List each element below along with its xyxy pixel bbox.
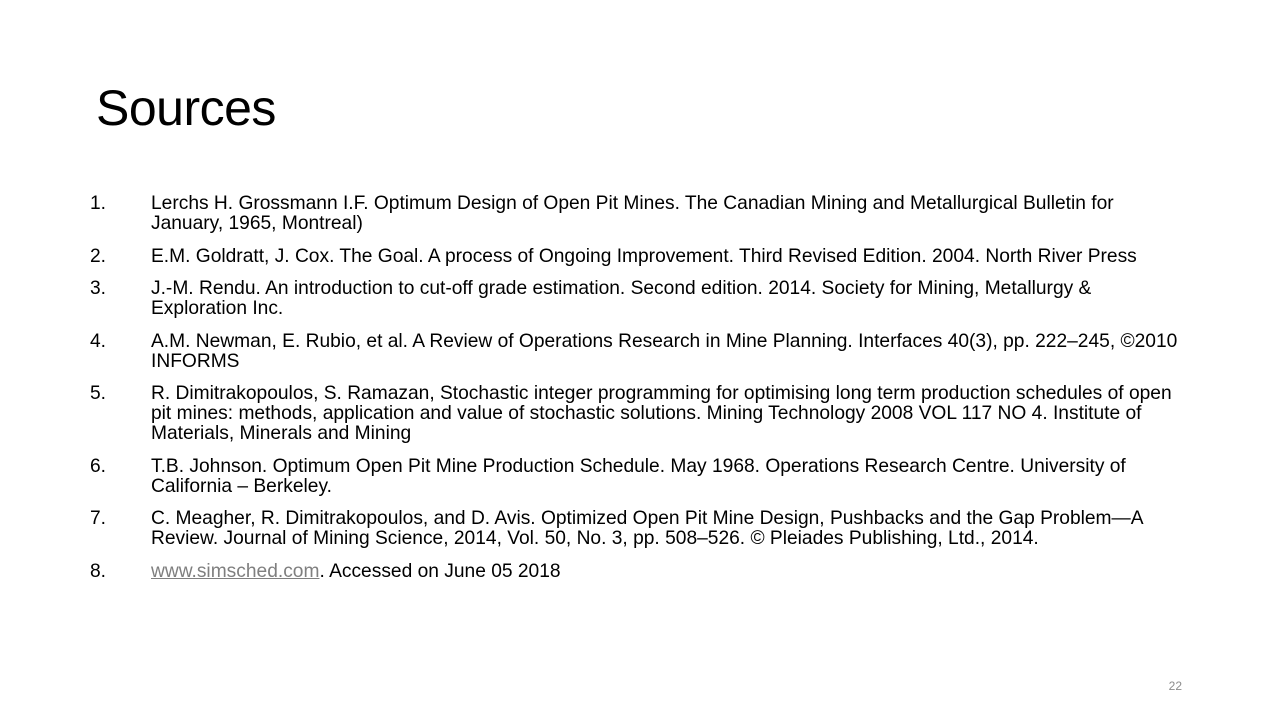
list-item [90,332,1190,372]
source-number: 6. [90,455,107,477]
sources-list [90,194,1190,594]
source-number: 8. [90,560,107,582]
source-text: R. Dimitrakopoulos, S. Ramazan, Stochastic integer programming for optimising long term production schedules of open pit mines: methods, application and value of stochastic solutions. Mining Technology 2008 VOL 117 NO 4. Institute of Materials, Minerals and Mining [151,383,1172,444]
slide-title: Sources [96,80,276,136]
source-number: 4. [90,330,107,352]
list-item [90,279,1190,319]
source-number: 7. [90,508,107,529]
source-text: C. Meagher, R. Dimitrakopoulos, and D. Avis. Optimized Open Pit Mine Design, Pushbacks and the Gap Problem—A Review. Journal of Mining Science, 2014, Vol. 50, No. 3, pp. 508–526. © Pleiades Publishing, Ltd., 2014. [151,508,1143,549]
list-item [90,562,1190,582]
list-item [90,509,1190,549]
source-text: E.M. Goldratt, J. Cox. The Goal. A process of Ongoing Improvement. Third Revised Edition. 2004. North River Press [151,245,1137,267]
source-number: 1. [90,193,107,214]
page-number: 22 [1168,679,1182,693]
source-text: Lerchs H. Grossmann I.F. Optimum Design of Open Pit Mines. The Canadian Mining and Metallurgical Bulletin for January, 1965, Montreal) [151,193,1114,234]
source-number: 5. [90,383,107,404]
source-number: 2. [90,245,107,267]
list-item [90,247,1190,267]
list-item [90,457,1190,497]
source-text: . Accessed on June 05 2018 [319,560,561,582]
simsched-link[interactable]: www.simsched.com [151,560,320,582]
list-item [90,194,1190,234]
list-item [90,384,1190,444]
source-text: T.B. Johnson. Optimum Open Pit Mine Production Schedule. May 1968. Operations Research Centre. University of California – Berkeley. [151,455,1126,497]
source-text: J.-M. Rendu. An introduction to cut-off grade estimation. Second edition. 2014. Society for Mining, Metallurgy & Exploration Inc. [151,278,1092,319]
source-number: 3. [90,278,107,299]
source-text: A.M. Newman, E. Rubio, et al. A Review of Operations Research in Mine Planning. Interfaces 40(3), pp. 222–245, ©2010 INFORMS [151,330,1178,372]
